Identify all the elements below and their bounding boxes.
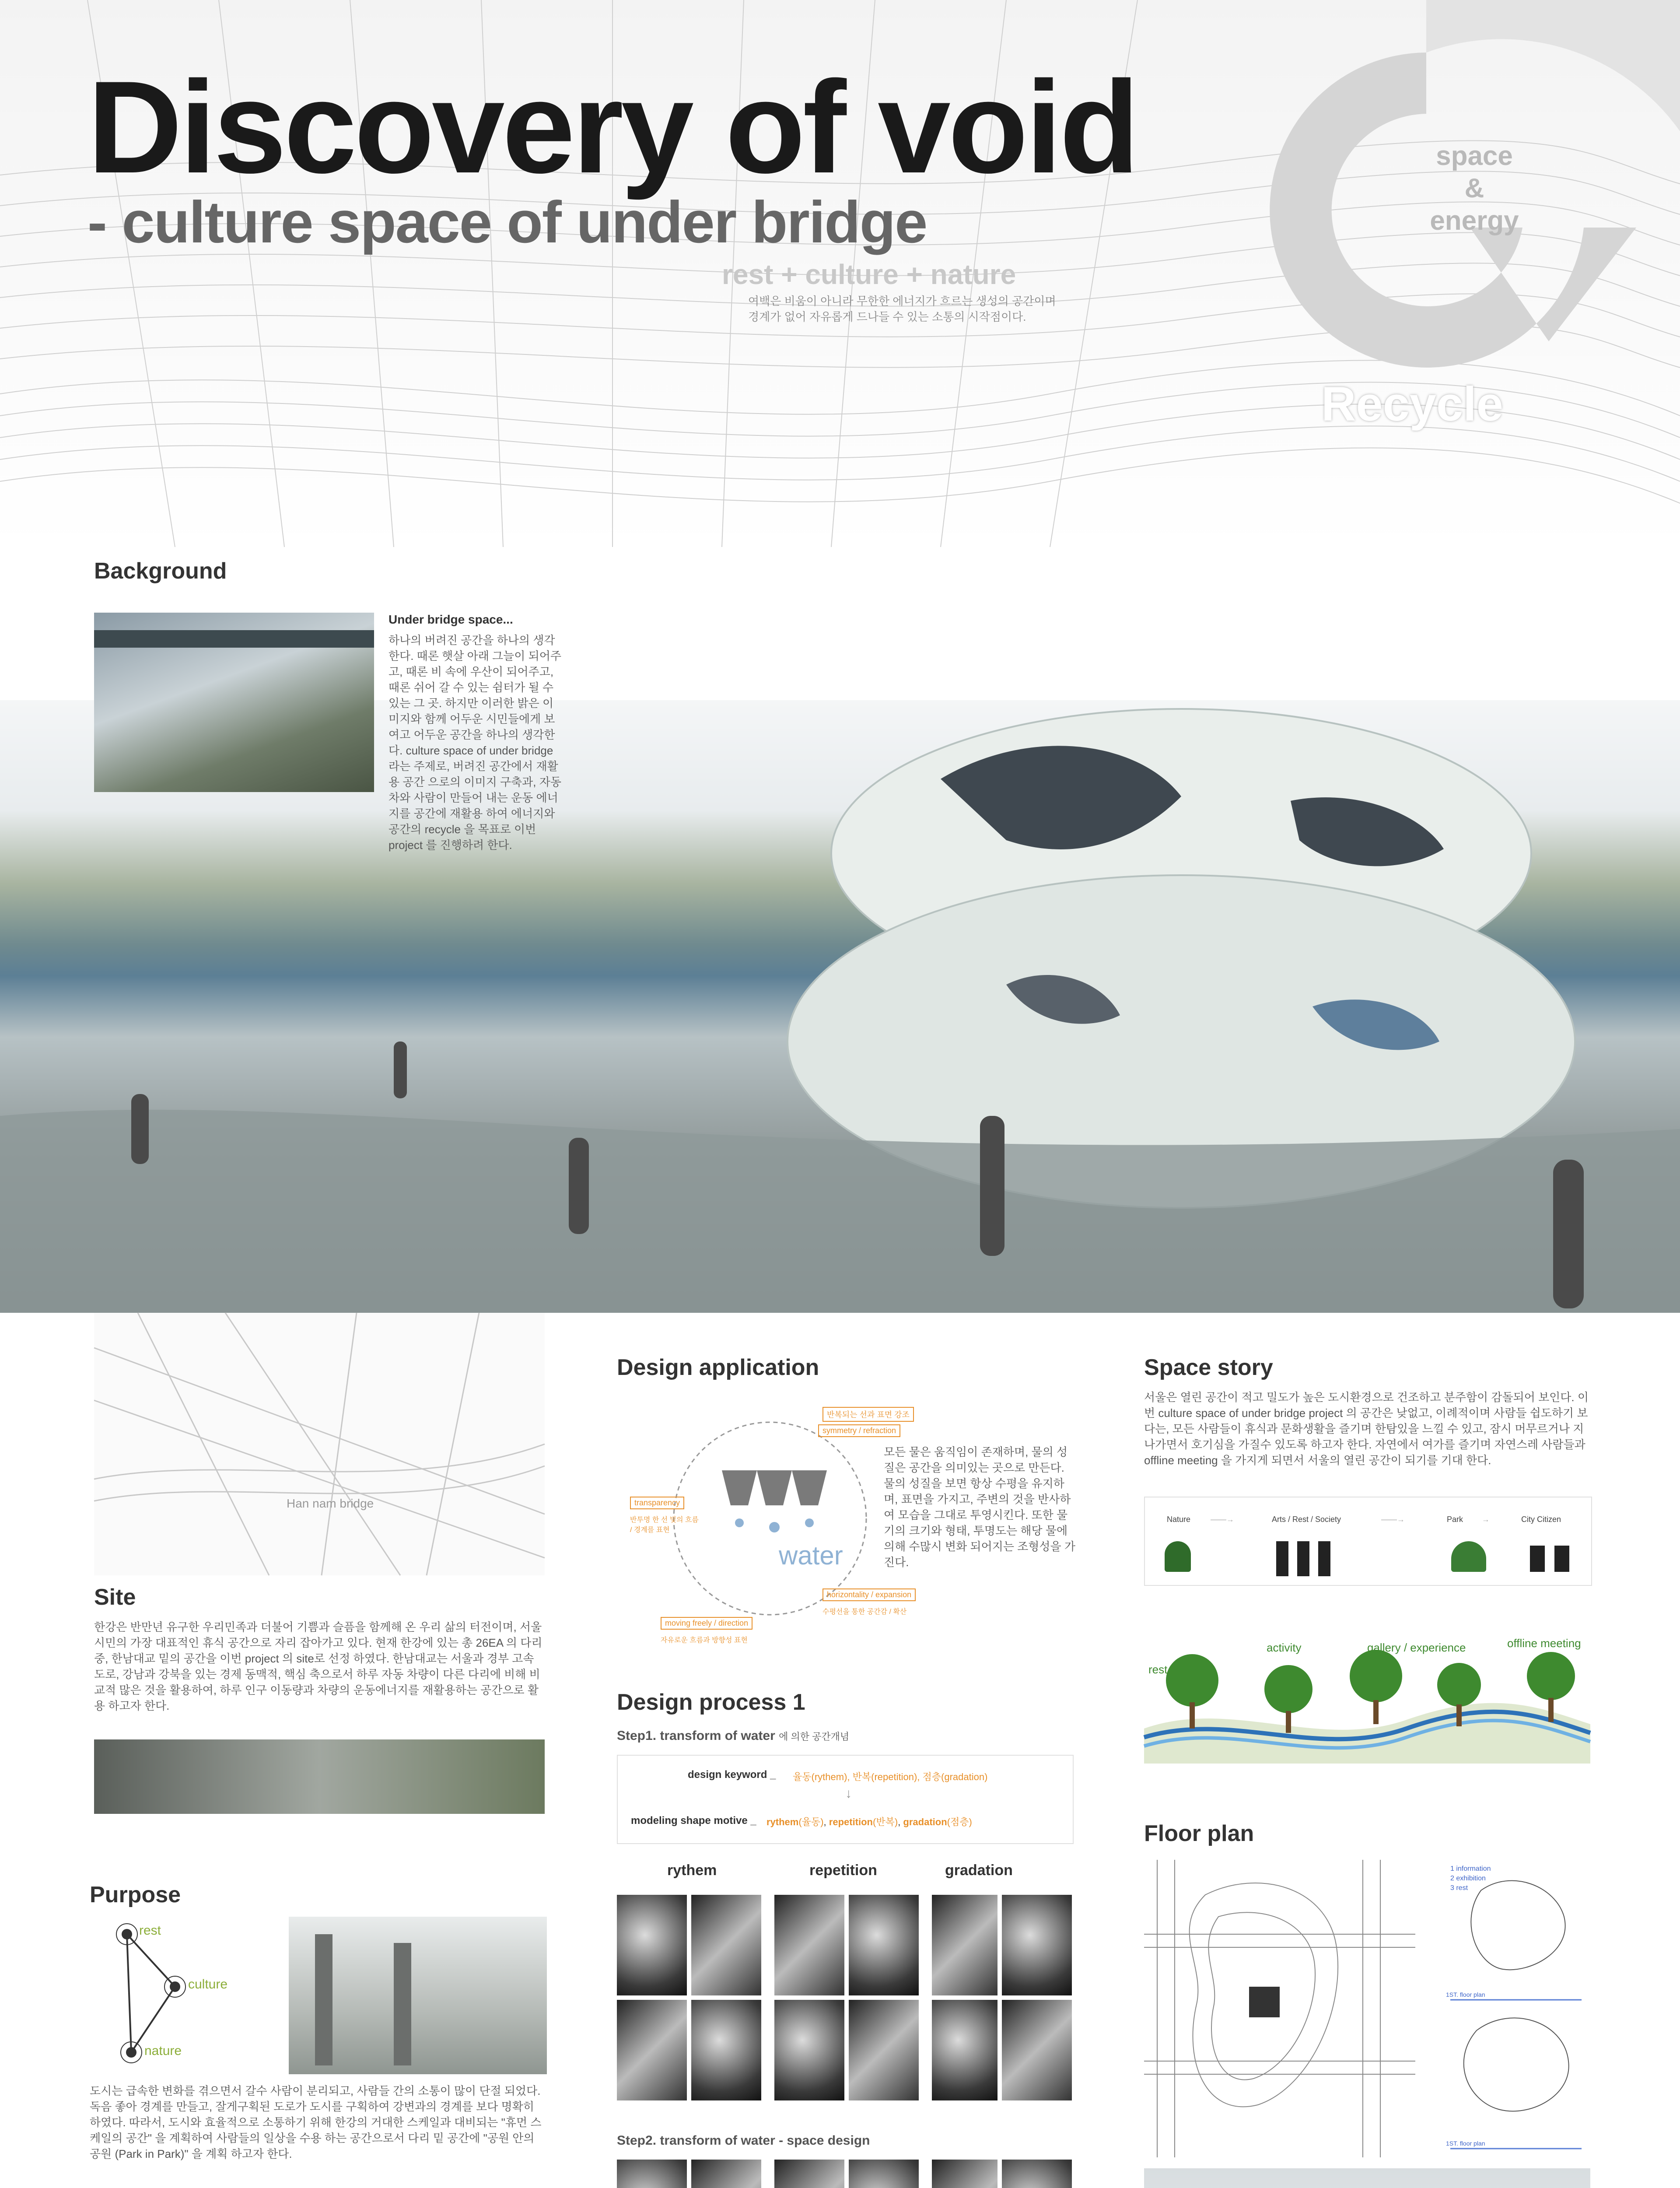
- tag-transparency: transparency: [630, 1497, 684, 1509]
- motive-repetition-k: (반복): [873, 1816, 898, 1827]
- badge-space: space: [1436, 141, 1513, 171]
- keyword-box: [617, 1755, 1074, 1844]
- site-map: [94, 1313, 545, 1575]
- space-design-images: [617, 2160, 1072, 2188]
- flow-citizen: City Citizen: [1521, 1515, 1561, 1524]
- motive-tile: [691, 1895, 761, 1995]
- pillar-1: [315, 1934, 332, 2065]
- legend-exhibition: 2 exhibition: [1450, 1875, 1486, 1882]
- purpose-node-rest: rest: [139, 1923, 161, 1938]
- purpose-text: 도시는 급속한 변화를 겪으면서 갈수 사람이 분리되고, 사람들 간의 소통이 많이 단절 되었다. 독음 좋아 경계를 만들고, 잘게구획된 도로가 도시를 구획하여 강변과의 경계를 보다 명확히 하였다. 따라서, 도시와 효율적으로 소통하기 위해 한강의 거대한 스케일과 대비되는 "휴먼 스케일의 공간" 을 계획하여 사람들의 일상을 수용 하는 공간으로서 다리 밑 공간에 "공원 안의 공원 (Park in Park)" 을 계획 하고자 한다.: [90, 2084, 542, 2160]
- bridge-deck: [94, 630, 374, 648]
- background-heading: Background: [94, 558, 227, 584]
- site-heading: Site: [94, 1585, 136, 1610]
- flow-park: Park: [1447, 1515, 1463, 1524]
- purpose-node-culture: culture: [188, 1977, 228, 1992]
- motive-rythem: rythem: [766, 1816, 799, 1827]
- background-photo-title: Under bridge space...: [388, 613, 513, 626]
- motive-repetition: repetition: [829, 1816, 873, 1827]
- hero-pavilion: [0, 700, 1680, 1313]
- keyword-label: design keyword _: [688, 1769, 776, 1781]
- strip-rest: rest: [1148, 1663, 1168, 1676]
- tagline: rest + culture + nature: [722, 259, 1016, 290]
- strip-gallery: gallery / experience: [1367, 1641, 1466, 1654]
- keyword-value: 율동(rythem), 반복(repetition), 점층(gradation): [793, 1771, 988, 1782]
- motive-image-grid: [617, 1895, 1072, 2105]
- step1-title: [617, 1729, 849, 1743]
- page-subtitle: - culture space of under bridge: [88, 189, 927, 255]
- tree-icon: [1165, 1541, 1191, 1572]
- space-tile: [774, 2160, 844, 2188]
- tag-moving-freely: moving freely / direction: [661, 1617, 752, 1630]
- citizen-icon: [1530, 1546, 1569, 1572]
- tag-transparency-desc: 반투명 한 선 빛의 흐름 / 경계를 표현: [630, 1516, 699, 1534]
- plan-label-1: 1ST. floor plan: [1446, 1991, 1485, 1998]
- motive-tile: [849, 2000, 919, 2100]
- motive-label: modeling shape motive _: [631, 1815, 756, 1827]
- space-tile: [1002, 2160, 1072, 2188]
- flow-arts: Arts / Rest / Society: [1272, 1515, 1341, 1524]
- purpose-triangle-diagram: [105, 1921, 280, 2065]
- exterior-park-pavilion: [1144, 2168, 1590, 2188]
- motive-tile: [1002, 1895, 1072, 1995]
- exterior-park-render: [1144, 2168, 1590, 2188]
- badge-energy: energy: [1430, 206, 1519, 236]
- space-story-text: 서울은 열린 공간이 적고 밀도가 높은 도시환경으로 건조하고 분주함이 감돌되어 보인다. 이번 culture space of under bridge project 의 공간은 낮없고, 이례적이며 사람들 쉽도하기 보다는, 모든 사람들이 휴식과 문화생활을 즐기며 한탐있을 느낄 수 있고, 잠시 머무르거나 지나가면서 호기심을 가질수 있도록 하고자 한다. 자연에서 여가를 즐기며 자연스레 사람들과 offline meeting 을 가지게 되면서 서울의 열린 공간이 되기를 기대 한다.: [1144, 1391, 1589, 1467]
- floor-plan-svg: [1144, 1860, 1590, 2157]
- floor-plan-heading: Floor plan: [1144, 1821, 1254, 1846]
- hero-render: [0, 700, 1680, 1313]
- space-tile: [617, 2160, 687, 2188]
- legend-information: 1 information: [1450, 1865, 1491, 1872]
- motive-gradation: gradation: [903, 1816, 947, 1827]
- badge-amp: &: [1464, 173, 1484, 203]
- step1-title-main: Step1. transform of water: [617, 1729, 775, 1743]
- design-application-text: 모든 물은 움직임이 존재하며, 물의 성질은 공간을 의미있는 곳으로 만든다. 물의 성질을 보면 항상 수평을 유지하며, 표면을 가지고, 주변의 것을 반사하여 모습을 그대로 투영시킨다. 또한 물기의 크기와 형태, 투명도는 해당 물에 의해 수많시 변화 되어지는 조형성을 가진다.: [884, 1445, 1075, 1569]
- motive-tile: [691, 2000, 761, 2100]
- motive-tile: [849, 1895, 919, 1995]
- badge-recycle: Recycle: [1321, 377, 1503, 431]
- site-map-label: Han nam bridge: [287, 1497, 374, 1510]
- space-story-heading: Space story: [1144, 1355, 1273, 1380]
- tag-horizontal-desc: 수평선을 통한 공간감 / 확산: [822, 1608, 907, 1616]
- background-text: 하나의 버려진 공간을 하나의 생각한다. 때론 햇살 아래 그늘이 되어주고, 때론 비 속에 우산이 되어주고, 때론 쉬어 갈 수 있는 쉼터가 될 수 있는 그 곳. 하지만 이러한 밝은 이미지와 함께 어두운 시민들에게 보여고 어두운 공간을 하나의 생각한다. culture space of under bridge 라는 주제로, 버려진 공간에서 재활용 공간 으로의 이미지 구축과, 자동차와 사람이 만들어 내는 운동 에너지를 공간에 재활용 하여 에너지와 공간의 recycle 을 목표로 이번 project 를 진행하려 한다.: [388, 634, 561, 852]
- intro-line-2: 경계가 없어 자유롭게 드나들 수 있는 소통의 시작점이다.: [748, 310, 1026, 323]
- pillar-2: [394, 1943, 411, 2065]
- col-gradation: gradation: [945, 1862, 1013, 1879]
- motive-gradation-k: (점층): [947, 1816, 972, 1827]
- intro-text: [748, 293, 1081, 325]
- purpose-underpass-image: [289, 1917, 547, 2074]
- intro-line-1: 여백은 비움이 아니라 무한한 에너지가 흐르는 생성의 공간이며: [748, 295, 1056, 308]
- park-icon: [1451, 1541, 1486, 1572]
- tag-horizontality: horizontality / expansion: [822, 1588, 916, 1601]
- col-repetition: repetition: [809, 1862, 877, 1879]
- plan-label-2: 1ST. floor plan: [1446, 2140, 1485, 2147]
- people-icon: [1276, 1541, 1337, 1576]
- motive-tile: [774, 2000, 844, 2100]
- design-application-heading: Design application: [617, 1355, 819, 1380]
- site-map-lines: [94, 1313, 545, 1575]
- badge-space-energy: [1422, 140, 1527, 237]
- tag-symmetry: symmetry / refraction: [818, 1424, 900, 1437]
- space-tile: [932, 2160, 998, 2188]
- space-story-flow: [1144, 1497, 1592, 1586]
- legend-rest: 3 rest: [1450, 1884, 1468, 1892]
- site-text: 한강은 반만년 유구한 우리민족과 더불어 기쁨과 슬픔을 함께해 온 우리 삶의 터전이며, 서울 시민의 가장 대표적인 휴식 공간으로 자리 잡아가고 있다. 현재 한강에 있는 총 26EA 의 다리중, 한남대교 밑의 공간을 이번 project 의 site로 선정 하였다. 한남대교는 서울과 경부 고속도로, 강남과 강북을 있는 경제 동맥적, 핵심 축으로서 하루 자동 차량이 다른 다리에 비해 비교적 많은 것을 활용하여, 하루 인구 이동량과 차량의 운동에너지를 재활용하는 공간으로 활용 하고자 한다.: [94, 1620, 542, 1712]
- motive-tile: [932, 2000, 998, 2100]
- motive-tile: [1002, 2000, 1072, 2100]
- flow-arrow-icon: →: [1482, 1515, 1490, 1524]
- floor-plan-legend: [1450, 1864, 1491, 1893]
- keyword-arrow-icon: ↓: [845, 1786, 852, 1801]
- motive-tile: [774, 1895, 844, 1995]
- motive-rythem-k: (율동): [798, 1816, 824, 1827]
- space-tile: [691, 2160, 761, 2188]
- motive-tile: [932, 1895, 998, 1995]
- strip-activity: activity: [1267, 1641, 1302, 1654]
- flow-arrow-icon: ——→: [1211, 1515, 1234, 1524]
- floor-plan-drawing: [1144, 1860, 1590, 2157]
- purpose-heading: Purpose: [90, 1882, 181, 1907]
- water-label: water: [779, 1541, 843, 1570]
- motive-tile: [617, 1895, 687, 1995]
- space-tile: [849, 2160, 919, 2188]
- tag-moving-desc: 자유로운 흐름과 방향성 표현: [661, 1637, 748, 1644]
- tag-repeat-lines: 반복되는 선과 표면 강조: [822, 1407, 914, 1422]
- strip-offline: offline meeting: [1507, 1637, 1581, 1650]
- design-process-1-heading: Design process 1: [617, 1690, 805, 1715]
- col-rythem: rythem: [667, 1862, 717, 1879]
- flow-arrow-icon: ——→: [1381, 1515, 1405, 1524]
- under-bridge-photo: [94, 613, 374, 792]
- purpose-node-nature: nature: [144, 2044, 182, 2058]
- step2-title: Step2. transform of water - space design: [617, 2133, 870, 2148]
- step1-title-sub: 에 의한 공간개념: [779, 1731, 850, 1742]
- flow-nature: Nature: [1167, 1515, 1191, 1524]
- page-title: Discovery of void: [88, 53, 1137, 200]
- motive-tile: [617, 2000, 687, 2100]
- space-story-strip: [1144, 1619, 1590, 1764]
- motive-values: rythem(율동), repetition(반복), gradation(점층): [766, 1816, 972, 1827]
- site-photo-strip: [94, 1739, 545, 1814]
